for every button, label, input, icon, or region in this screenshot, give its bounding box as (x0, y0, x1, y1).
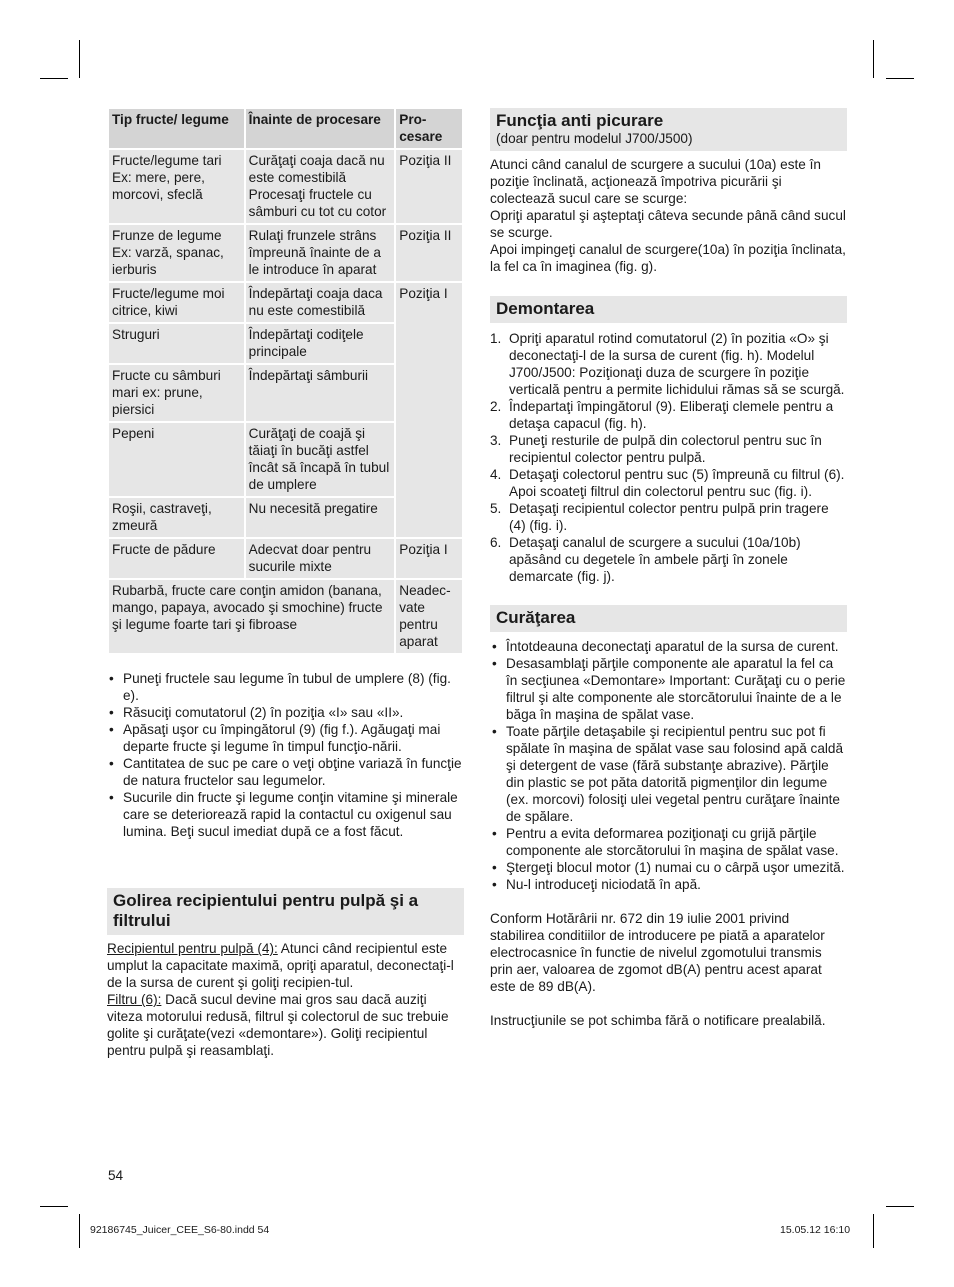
crop-mark (873, 40, 874, 78)
step-number: 3. (490, 433, 502, 448)
curatarea-bullet-list (490, 638, 847, 893)
paragraph-text: Dacă sucul devine mai gros sau dacă auziţi viteza motorului redusă, filtrul şi colectorul de suc trebuie golite şi curăţate(vezi «demontare»). Goliţi recipientul pentru pulpă şi reasamblaţi. (107, 992, 449, 1058)
crop-mark (40, 78, 68, 79)
table-header: Înainte de procesare (245, 108, 396, 149)
table-row (108, 224, 463, 282)
table-cell: Pepeni (108, 422, 245, 497)
crop-mark (79, 40, 80, 78)
crop-mark (886, 1206, 914, 1207)
table-cell: Adecvat doar pentru sucurile mixte (245, 538, 396, 579)
list-item (490, 500, 847, 534)
paragraph-label: Recipientul pentru pulpă (4): (107, 941, 278, 956)
table-cell: Roşii, castraveţi, zmeură (108, 497, 245, 538)
list-item: • Sucurile din fructe şi legume conţin vitamine şi minerale care se deteriorează rapid la contactul cu oxigenul sau lumina. Beţi sucul imediat după ce a fost făcut. (107, 789, 464, 840)
table-header-row (108, 108, 463, 149)
step-number: 6. (490, 535, 502, 550)
table-row (108, 149, 463, 224)
footer-timestamp: 15.05.12 16:10 (780, 1224, 851, 1236)
step-number: 2. (490, 399, 502, 414)
table-cell: Frunze de legume Ex: varză, spanac, ierburis (108, 224, 245, 282)
table-cell: Poziţia II (395, 224, 463, 282)
table-row (108, 538, 463, 579)
paragraph (107, 940, 464, 991)
table-cell: Rulaţi frunzele strâns împreună înainte de a le introduce în aparat (245, 224, 396, 282)
table-cell: Fructe de pădure (108, 538, 245, 579)
table-header: Tip fructe/ legume (108, 108, 245, 149)
list-item: • Ştergeţi blocul motor (1) numai cu o cârpă uşor umezită. (490, 859, 847, 876)
section-heading-anti-picurare (490, 108, 847, 151)
paragraph-label: Filtru (6): (107, 992, 162, 1007)
table-cell: Neadec-vate pentru aparat (395, 579, 463, 654)
step-number: 5. (490, 501, 502, 516)
demontarea-steps (490, 330, 847, 585)
table-header: Pro-cesare (395, 108, 463, 149)
list-item: • Pentru a evita deformarea poziţionaţi cu grijă părţile componente ale storcătorului în maşina de spălat vase. (490, 825, 847, 859)
right-column (490, 108, 847, 1029)
table-cell: Poziţia I (395, 538, 463, 579)
footer-filename: 92186745_Juicer_CEE_S6-80.indd 54 (90, 1224, 270, 1236)
step-text: Puneţi resturile de pulpă din colectorul pentru suc în recipientul colector pentru pulpă. (509, 433, 822, 465)
paragraph-text: Atunci când recipientul este umplut la capacitate maximă, opriţi aparatul, deconectaţi-l de la sursa de curent şi goliţi recipien-tul. (107, 941, 454, 990)
step-text: Detaşaţi recipientul colector pentru pulpă prin tragere (4) (fig. i). (509, 501, 829, 533)
list-item (490, 534, 847, 585)
step-text: Îndepartaţi împingătorul (9). Eliberaţi clemele pentru a detaşa capacul (fig. h). (509, 399, 834, 431)
table-cell: Fructe/legume moi citrice, kiwi (108, 282, 245, 323)
table-cell: Fructe/legume tari Ex: mere, pere, morcovi, sfeclă (108, 149, 245, 224)
table-row (108, 579, 463, 654)
paragraph (107, 991, 464, 1059)
list-item (490, 432, 847, 466)
table-cell: Poziţia II (395, 149, 463, 224)
table-cell: Îndepărtaţi codiţele principale (245, 323, 396, 364)
step-text: Opriţi aparatul rotind comutatorul (2) în pozitia «O» şi deconectaţi-l de la sursa de curent (fig. h). Modelul J700/J500: Poziţionaţi duza de scurgere în poziţie verticală pentru a permite lichidului rămas să se scurgă. (509, 331, 845, 397)
step-text: Detaşaţi canalul de scurgere a sucului (10a/10b) apăsând cu degetele în ambele părţi în zonele demarcate (fig. j). (509, 535, 801, 584)
usage-bullet-list (107, 670, 464, 840)
table-cell: Nu necesită pregatire (245, 497, 396, 538)
table-cell: Îndepărtaţi sâmburii (245, 364, 396, 422)
section-title: Funcţia anti picurare (496, 111, 664, 130)
list-item: • Întotdeauna deconectaţi aparatul de la sursa de curent. (490, 638, 847, 655)
section-heading-golirea: Golirea recipientului pentru pulpă şi a filtrului (107, 888, 464, 935)
crop-mark (79, 1214, 80, 1248)
crop-mark (886, 78, 914, 79)
list-item: • Desasamblaţi părţile componente ale aparatul la fel ca în secţiunea «Demontare» Important: Curăţaţi cu o perie filtrul şi alte componente ale storcătorului înainte de a le băga în maşina de spălat vase. (490, 655, 847, 723)
list-item (490, 398, 847, 432)
table-cell: Îndepărtaţi coaja daca nu este comestibilă (245, 282, 396, 323)
list-item (490, 466, 847, 500)
section-heading-demontarea: Demontarea (490, 296, 847, 323)
table-row (108, 282, 463, 323)
paragraph: Atunci când canalul de scurgere a sucului (10a) este în poziţie înclinată, acţionează împotriva picurării şi colectează sucul care se scurge: (490, 157, 821, 206)
list-item: • Nu-l introduceţi niciodată în apă. (490, 876, 847, 893)
paragraph: Apoi impingeţi canalul de scurgere(10a) în poziţia înclinata, la fel ca în imaginea (fig. g). (490, 242, 846, 274)
table-cell: Poziţia I (395, 282, 463, 538)
page-number: 54 (108, 1168, 124, 1183)
step-number: 1. (490, 331, 502, 346)
notice-paragraph: Instrucţiunile se pot schimba fără o notificare prealabilă. (490, 1013, 826, 1028)
left-column (107, 107, 464, 1059)
section-subtitle: (doar pentru modelul J700/J500) (496, 131, 693, 146)
table-cell: Rubarbă, fructe care conţin amidon (banana, mango, papaya, avocado şi smochine) fructe şi legume foarte tari şi fibroase (108, 579, 395, 654)
table-cell: Curăţaţi de coajă şi tăiaţi în bucăţi astfel încât să încapă în tubul de umplere (245, 422, 396, 497)
list-item: • Toate părţile detaşabile şi recipientul pentru suc pot fi spălate în maşina de spălat vase sau folosind apă caldă şi detergent de vase (fără substanţe abrazive). Părţile din plastic se pot păta datorită pigmenţilor din legume (ex. morcovi) folosiţi ulei vegetal pentru curăţare înainte de spălare. (490, 723, 847, 825)
noise-level-paragraph: Conform Hotărârii nr. 672 din 19 iulie 2001 privind stabilirea conditiilor de introducere pe piată a aparatelor electrocasnice în functie de nivelul zgomotului transmis prin aer, valoarea de zgomot dB(A) pentru acest aparat este de 89 dB(A). (490, 911, 825, 994)
list-item: • Puneţi fructele sau legume în tubul de umplere (8) (fig. e). (107, 670, 464, 704)
section-heading-curatarea: Curăţarea (490, 605, 847, 632)
crop-mark (873, 1214, 874, 1248)
paragraph: Opriţi aparatul şi aşteptaţi câteva secunde până când sucul se scurge. (490, 208, 846, 240)
step-text: Detaşaţi colectorul pentru suc (5) împreună cu filtrul (6). Apoi scoateţi filtrul din colectorul pentru suc (fig. i). (509, 467, 845, 499)
list-item: • Cantitatea de suc pe care o veţi obţine variază în funcţie de natura fructelor sau legumelor. (107, 755, 464, 789)
list-item (490, 330, 847, 398)
list-item: • Răsuciţi comutatorul (2) în poziţia «I» sau «II». (107, 704, 464, 721)
step-number: 4. (490, 467, 502, 482)
table-cell: Fructe cu sâmburi mari ex: prune, piersici (108, 364, 245, 422)
fruit-table (107, 107, 464, 655)
list-item: • Apăsaţi uşor cu împingătorul (9) (fig f.). Agăugaţi mai departe fructe şi legume în timpul funcţio-nării. (107, 721, 464, 755)
table-cell: Curăţaţi coaja dacă nu este comestibilă Procesaţi fructele cu sâmburi cu tot cu cotor (245, 149, 396, 224)
table-cell: Struguri (108, 323, 245, 364)
crop-mark (40, 1206, 68, 1207)
